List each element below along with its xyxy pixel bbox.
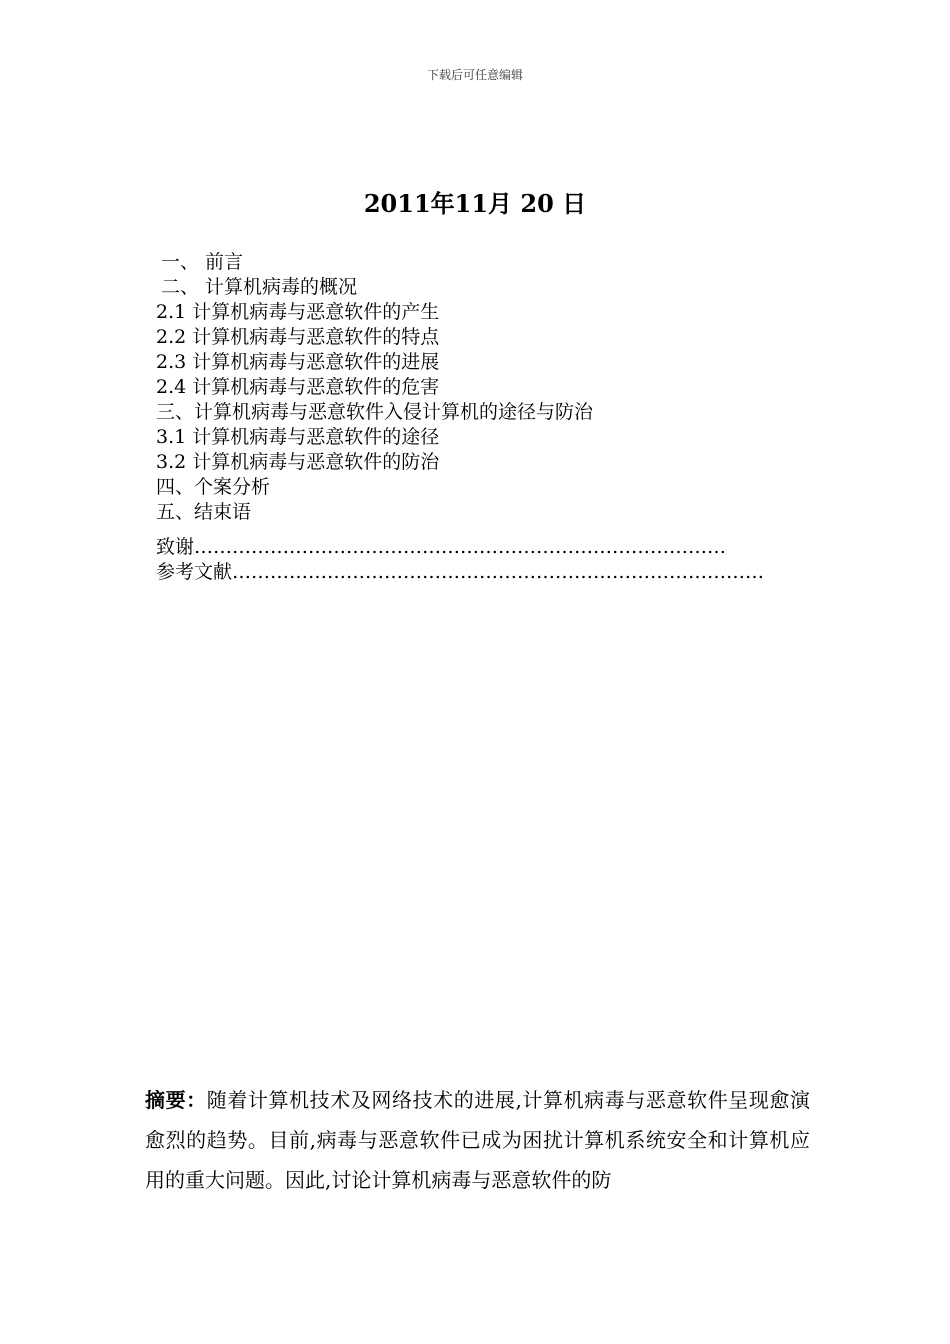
page-header-note: 下载后可任意编辑	[426, 68, 523, 82]
toc-item: 四、个案分析	[156, 476, 271, 498]
toc-item: 3.1 计算机病毒与恶意软件的途径	[156, 426, 440, 448]
toc-item: 三、计算机病毒与恶意软件入侵计算机的途径与防治	[156, 401, 594, 423]
toc-item: 一、 前言	[161, 251, 244, 273]
toc-item: 3.2 计算机病毒与恶意软件的防治	[156, 451, 440, 473]
toc-item: 五、结束语	[156, 501, 252, 523]
toc-item: 二、 计算机病毒的概况	[161, 276, 358, 298]
abstract-paragraph	[145, 1080, 810, 1200]
toc-dotted-label: 参考文献	[156, 561, 233, 583]
toc-dotted-label: 致谢	[156, 536, 195, 558]
toc-item: 2.1 计算机病毒与恶意软件的产生	[156, 301, 440, 323]
toc-dotted-entries	[156, 535, 806, 585]
document-date: 2011年11月 20 日	[363, 189, 587, 218]
abstract-label: 摘要：	[145, 1088, 207, 1112]
toc-item: 2.3 计算机病毒与恶意软件的进展	[156, 351, 440, 373]
toc-item: 2.2 计算机病毒与恶意软件的特点	[156, 326, 440, 348]
toc-item: 2.4 计算机病毒与恶意软件的危害	[156, 376, 440, 398]
dot-leader: …………………………………………………………………………	[232, 561, 765, 583]
toc-dotted-item-acknowledgements	[156, 535, 806, 560]
table-of-contents	[156, 250, 816, 525]
dot-leader: …………………………………………………………………………	[194, 536, 727, 558]
toc-dotted-item-references	[156, 560, 806, 585]
abstract-body: 随着计算机技术及网络技术的进展,计算机病毒与恶意软件呈现愈演愈烈的趋势。目前,病毒与恶意软件已成为困扰计算机系统安全和计算机应用的重大问题。因此,讨论计算机病毒与恶意软件的防	[145, 1088, 810, 1192]
